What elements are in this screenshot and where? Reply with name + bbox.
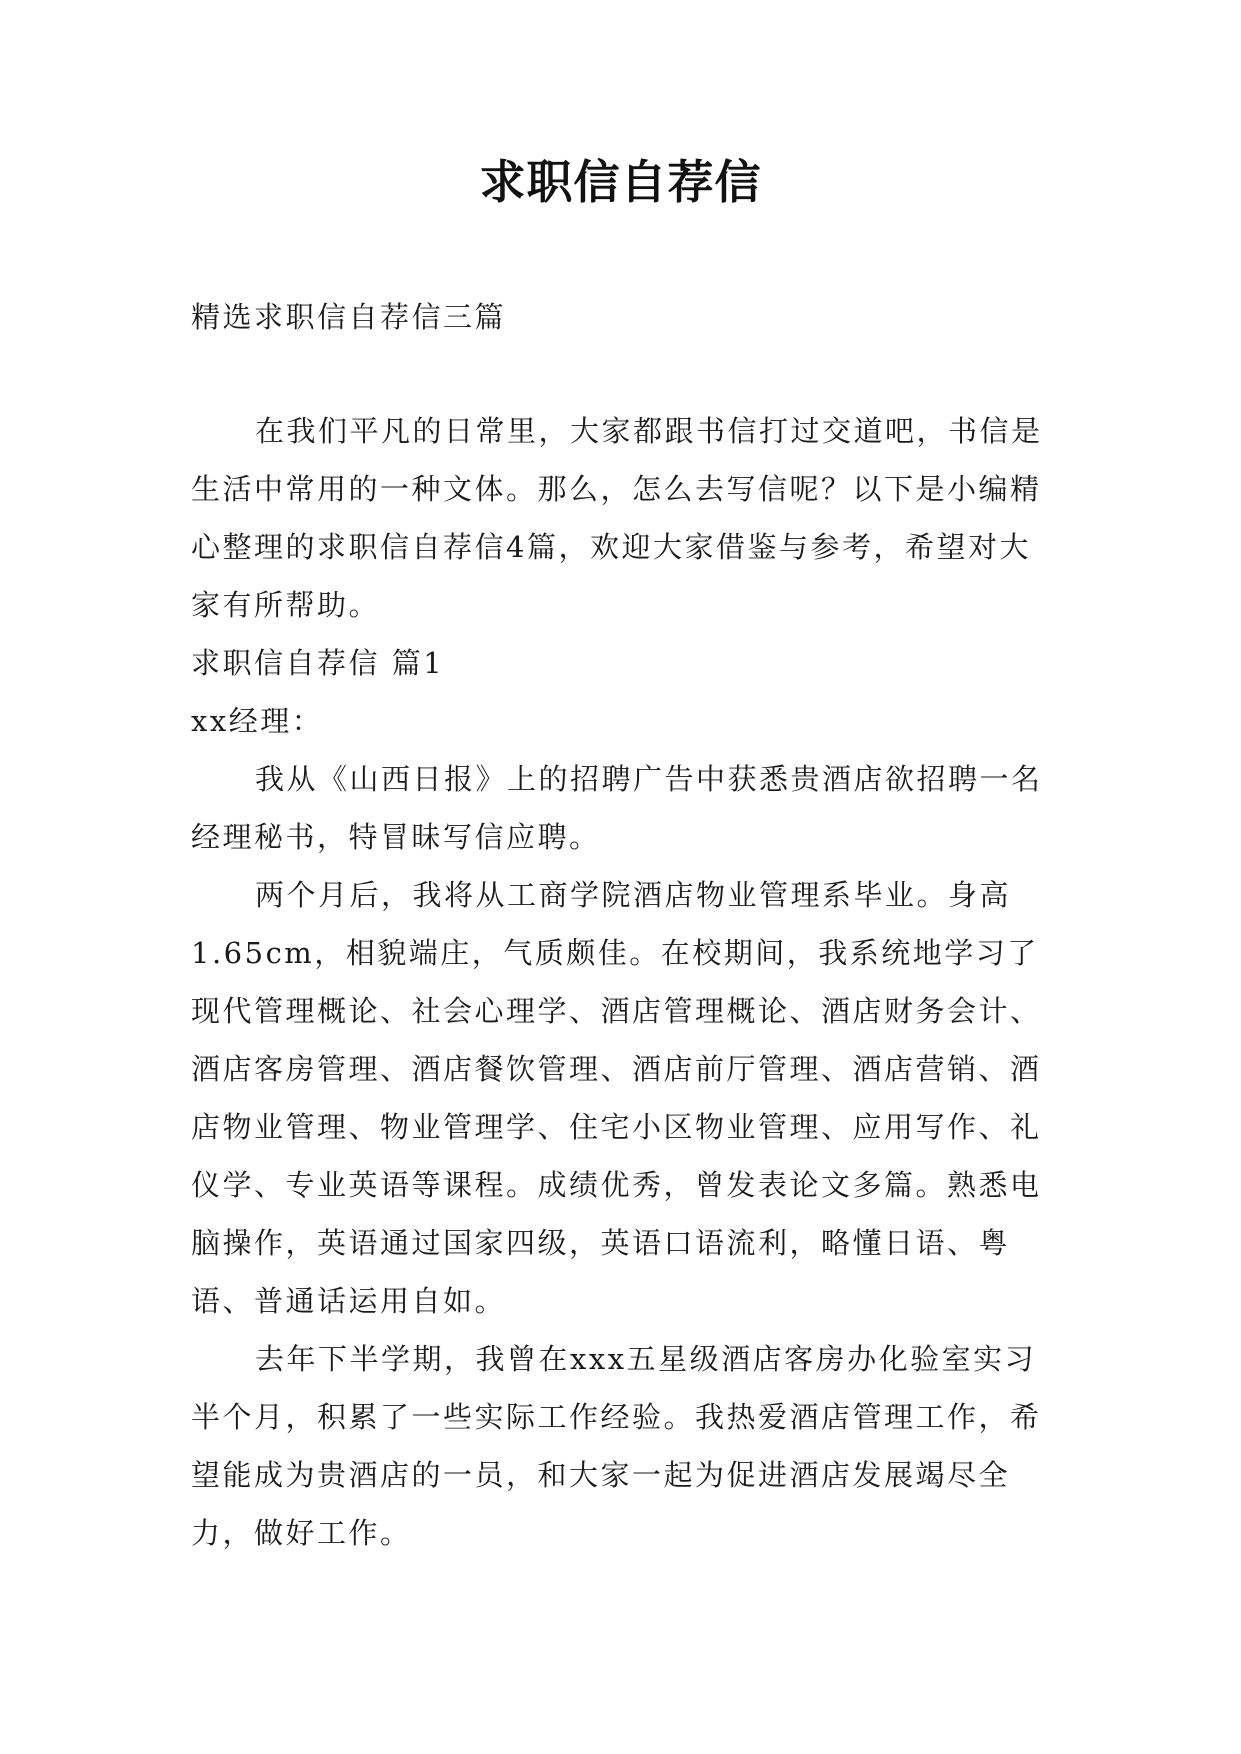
intro-paragraph: 在我们平凡的日常里，大家都跟书信打过交道吧，书信是生活中常用的一种文体。那么，怎么去写信呢？以下是小编精心整理的求职信自荐信4篇，欢迎大家借鉴与参考，希望对大家有所帮助。 <box>191 414 1043 622</box>
body-paragraph-3: 去年下半学期，我曾在xxx五星级酒店客房办化验室实习半个月，积累了一些实际工作经验。我热爱酒店管理工作，希望能成为贵酒店的一员，和大家一起为促进酒店发展竭尽全力，做好工作。 <box>191 1342 1042 1550</box>
body-paragraph-2: 两个月后，我将从工商学院酒店物业管理系毕业。身高1.65cm，相貌端庄，气质颇佳。在校期间，我系统地学习了现代管理概论、社会心理学、酒店管理概论、酒店财务会计、酒店客房管理、酒店餐饮管理、酒店前厅管理、酒店营销、酒店物业管理、物业管理学、住宅小区物业管理、应用写作、礼仪学、专业英语等课程。成绩优秀，曾发表论文多篇。熟悉电脑操作，英语通过国家四级，英语口语流利，略懂日语、粤语、普通话运用自如。 <box>191 878 1042 1318</box>
body-paragraph-1: 我从《山西日报》上的招聘广告中获悉贵酒店欲招聘一名经理秘书，特冒昧写信应聘。 <box>191 762 1043 854</box>
document-title: 求职信自荐信 <box>479 155 762 209</box>
section-heading: 求职信自荐信 篇1 <box>191 646 445 680</box>
document-subtitle: 精选求职信自荐信三篇 <box>191 300 507 334</box>
salutation: xx经理： <box>191 704 324 738</box>
document-body <box>191 402 1061 1562</box>
